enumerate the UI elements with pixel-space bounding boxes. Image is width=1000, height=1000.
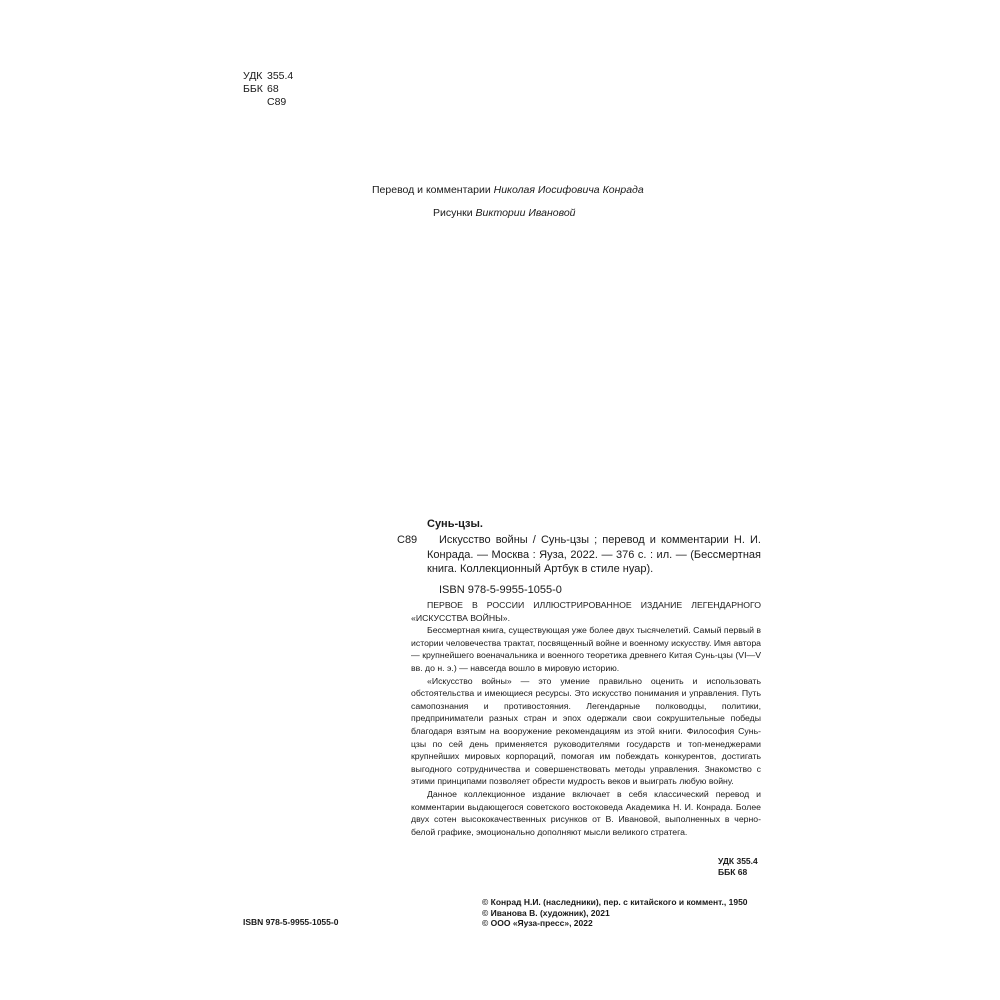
udk-bottom: УДК 355.4 (718, 856, 758, 866)
annotation-paragraph-2: «Искусство войны» — это умение правильно оценить и использовать обстоятельства и имеющиеся ресурсы. Это искусство понимания и управления. Путь самопознания и противостояния. Легендарные полководцы, политики, предприниматели разных стран и эпох одержали свои сокрушительные победы благодаря взятым на вооружение рекомендациям из этой книги. Философия Сунь-цзы по сей день применяется руководителями государств и топ-менеджерами крупнейших мировых корпораций, помогая им побеждать конкурентов, достигать выгодного сотрудничества и совершенствовать методы управления. Знакомство с этими принципами позволяет обрести мудрость веков и выиграть любую войну. (411, 675, 761, 787)
isbn-bottom: ISBN 978-5-9955-1055-0 (243, 917, 339, 927)
annotation-paragraph-3: Данное коллекционное издание включает в себя классический перевод и комментарии выдающегося советского востоковеда Академика Н. И. Конрада. Более двух сотен высококачественных рисунков от В. Ивановой, выполненных в черно-белой графике, эмоционально дополняют мысли великого стратега. (411, 788, 761, 837)
copyright-translator: © Конрад Н.И. (наследники), пер. с китайского и коммент., 1950 (482, 897, 748, 907)
illustrations-name: Виктории Ивановой (475, 207, 576, 219)
bbk-value: 68 (267, 83, 279, 95)
bbk-row (243, 83, 293, 96)
author-mark: С89 (267, 96, 287, 108)
udk-bottom-block (718, 856, 758, 878)
card-description: Искусство войны / Сунь-цзы ; перевод и комментарии Н. И. Конрада. — Москва : Яуза, 2022. — 376 с. : ил. — (Бессмертная книга. Коллекционный Артбук в стиле нуар). (427, 534, 761, 575)
copyright-block (482, 897, 748, 929)
translator-prefix: Перевод и комментарии (372, 184, 494, 196)
copyright-artist: © Иванова В. (художник), 2021 (482, 907, 610, 918)
illustrations-prefix: Рисунки (433, 207, 476, 219)
author-mark-row (243, 96, 293, 109)
card-author: Сунь-цзы. (427, 518, 483, 530)
annotation-lead: ПЕРВОЕ В РОССИИ ИЛЛЮСТРИРОВАННОЕ ИЗДАНИЕ ЛЕГЕНДАРНОГО «ИСКУССТВА ВОЙНЫ». (411, 600, 761, 623)
card-isbn: ISBN 978-5-9955-1055-0 (439, 584, 562, 596)
annotation-paragraph-1: Бессмертная книга, существующая уже более двух тысячелетий. Самый первый в истории человечества трактат, посвященный войне и военному искусству. Имя автора — крупнейшего военачальника и военного теоретика древнего Китая Сунь-цзы (VI—V вв. до н. э.) — навсегда вошло в мировую историю. (411, 625, 761, 673)
translator-credit (372, 184, 644, 196)
udk-row (243, 70, 293, 83)
translator-name: Николая Иосифовича Конрада (493, 184, 644, 196)
illustrations-credit (433, 207, 576, 219)
bbk-bottom: ББК 68 (718, 867, 748, 877)
udk-label: УДК (243, 70, 263, 82)
annotation (411, 599, 761, 838)
udk-classification-block (243, 70, 293, 109)
udk-value: 355.4 (267, 70, 294, 82)
bbk-label: ББК (243, 83, 263, 95)
card-author-code: С89 (397, 534, 418, 546)
copyright-publisher: © ООО «Яуза-пресс», 2022 (482, 918, 593, 929)
